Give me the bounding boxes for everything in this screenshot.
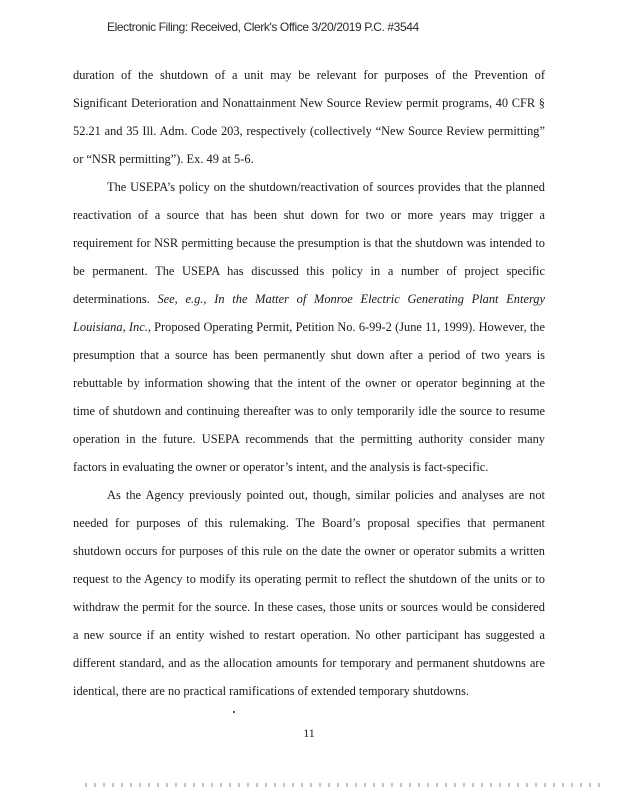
paragraph-agency-position: As the Agency previously pointed out, though, similar policies and analyses are not needed for purposes of this rulemaking. The Board’s proposal specifies that permanent shutdown occurs for purposes of this rule on the date the owner or operator submits a written request to the Agency to modify its operating permit to reflect the shutdown of the units or to withdraw the permit for the source. In these cases, those units or sources would be considered a new source if an entity wished to restart operation. No other participant has suggested a different standard, and as the allocation amounts for temporary and permanent shutdowns are identical, there are no practical ramifications of extended temporary shutdowns. — [73, 488, 545, 698]
document-body — [73, 61, 545, 705]
scan-noise-line — [85, 783, 605, 787]
paragraph-continued: duration of the shutdown of a unit may be relevant for purposes of the Prevention of Significant Deterioration and Nonattainment New Source Review permit programs, 40 CFR § 52.21 and 35 Ill. Adm. Code 203, respectively (collectively “New Source Review permitting” or “NSR permitting”). Ex. 49 at 5-6. — [73, 68, 545, 166]
page-number: 11 — [303, 726, 315, 740]
paragraph-text: , Proposed Operating Permit, Petition No. 6-99-2 (June 11, 1999). However, the presumption that a source has been permanently shut down after a period of two years is rebuttable by information showing that the intent of the owner or operator beginning at the time of shutdown and continuing thereafter was to only temporarily idle the source to resume operation in the future. USEPA recommends that the permitting authority consider many factors in evaluating the owner or operator’s intent, and the analysis is fact-specific. — [73, 320, 545, 474]
case-citation: See, e.g., In the Matter of Monroe Electric Generating Plant Entergy Louisiana, Inc. — [73, 292, 545, 334]
filing-stamp: Electronic Filing: Received, Clerk's Office 3/20/2019 P.C. #3544 — [107, 20, 419, 34]
paragraph-text: The USEPA’s policy on the shutdown/reactivation of sources provides that the planned reactivation of a source that has been shut down for two or more years may trigger a requirement for NSR permitting because the presumption is that the shutdown was intended to be permanent. The USEPA has discussed this policy in a number of project specific determinations. — [73, 180, 545, 306]
paragraph-usepa-policy — [73, 173, 545, 481]
scan-speck — [233, 711, 235, 713]
